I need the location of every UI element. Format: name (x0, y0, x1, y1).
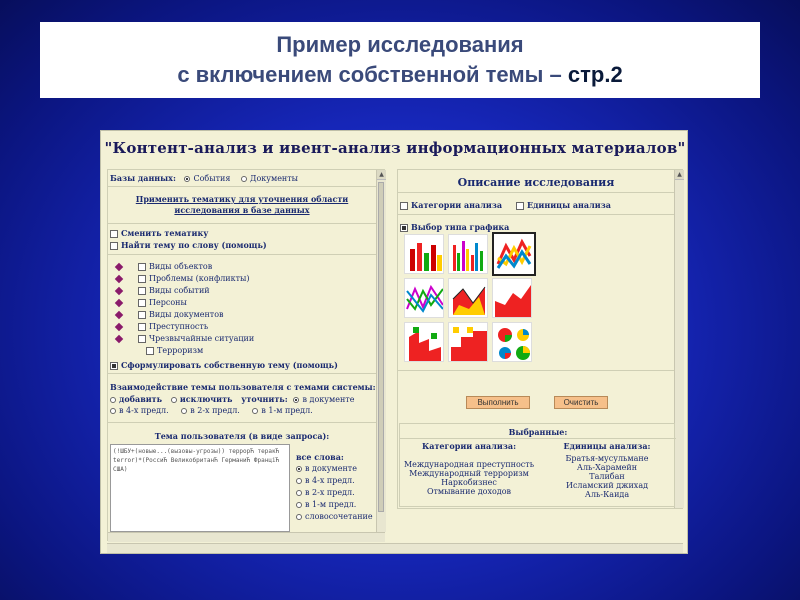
bar-chart-icon (449, 235, 488, 274)
list-item: Наркобизнес (441, 478, 497, 487)
all-words-1-sent-radio[interactable]: в 1-м предл. (296, 500, 356, 509)
theme-item[interactable]: Виды событий (116, 286, 210, 295)
theme-item[interactable]: Виды документов (116, 310, 224, 319)
theme-item[interactable]: Персоны (116, 298, 187, 307)
research-description-header: Описание исследования (457, 176, 615, 189)
apply-theme-link-1[interactable]: Применить тематику для уточнения области (135, 194, 349, 204)
app-title: "Контент-анализ и ивент-анализ информационных материалов" (104, 139, 686, 157)
own-theme-checkbox[interactable]: Сформулировать собственную тему (помощь) (110, 360, 338, 370)
interact-in-doc-radio[interactable]: в документе (293, 395, 354, 404)
interact-add-radio[interactable]: добавить (110, 394, 162, 404)
area-chart-3d-icon (449, 279, 488, 318)
interact-exclude-radio[interactable]: исключить (171, 394, 233, 404)
db-option-events[interactable]: События (184, 174, 230, 183)
area-chart-icon (493, 279, 532, 318)
query-textarea[interactable]: (!ШБУ+(новые...(вызовы-угрозы)) террорЋ теракЋ terror)*(РоссиЋ ВеликобританЋ ГерманиЋ ФранцiЋ США) (110, 444, 290, 532)
line-chart-icon (405, 279, 444, 318)
chart-thumb-bars[interactable] (448, 234, 488, 274)
all-words-2-sent-radio[interactable]: в 2-х предл. (296, 488, 355, 497)
clear-button[interactable]: Очистить (554, 396, 608, 409)
selected-panel (399, 423, 675, 507)
col-categories-header: Категории анализа: (421, 441, 517, 451)
app-screenshot (100, 130, 688, 554)
interact-refine-label: уточнить: (241, 394, 288, 404)
apply-theme-link-2[interactable]: исследования в базе данных (174, 205, 310, 215)
scroll-up-icon[interactable]: ▲ (675, 170, 684, 180)
step-chart-3d-icon (405, 323, 444, 362)
theme-item[interactable]: Проблемы (конфликты) (116, 274, 250, 283)
chart-thumb-3d-bars[interactable] (404, 234, 444, 274)
list-item: Отмывание доходов (426, 487, 512, 496)
slide-title-line1: Пример исследования (276, 32, 524, 57)
step-chart-icon (449, 323, 488, 362)
db-row: Базы данных: События Документы (110, 173, 299, 183)
theme-item[interactable]: Терроризм (146, 346, 203, 355)
category-analysis-checkbox[interactable]: Категории анализа (400, 200, 502, 210)
slide-title-line2: с включением собственной темы – стр.2 (177, 62, 623, 87)
chart-thumb-3d-area[interactable] (448, 278, 488, 318)
col-units-header: Единицы анализа: (563, 441, 651, 451)
list-item: Братья-мусульмане (565, 454, 649, 463)
chart-thumb-3d-step[interactable] (404, 322, 444, 362)
interact-1-sent-radio[interactable]: в 1-м предл. (252, 406, 312, 415)
run-button[interactable]: Выполнить (466, 396, 530, 409)
interact-2-sent-radio[interactable]: в 2-х предл. (181, 406, 240, 415)
left-panel (107, 169, 385, 541)
user-theme-label: Тема пользователя (в виде запроса): (154, 431, 330, 441)
all-words-label: все слова: (296, 452, 344, 462)
chart-thumb-lines[interactable] (404, 278, 444, 318)
all-words-phrase-radio[interactable]: словосочетание (296, 512, 373, 521)
bar-chart-3d-icon (405, 235, 444, 274)
scroll-up-icon[interactable]: ▲ (377, 170, 386, 180)
all-words-in-doc-radio[interactable]: в документе (296, 464, 357, 473)
list-item: Аль-Каида (584, 490, 630, 499)
bottom-horizontal-scrollbar[interactable] (107, 543, 683, 553)
list-item: Международный терроризм (409, 469, 529, 478)
list-item: Аль-Харамейн (576, 463, 638, 472)
chart-thumb-area[interactable] (492, 278, 532, 318)
interaction-row-1 (110, 394, 354, 404)
slide-title (40, 22, 760, 98)
all-words-4-sent-radio[interactable]: в 4-х предл. (296, 476, 355, 485)
theme-item[interactable]: Преступность (116, 322, 208, 331)
units-analysis-checkbox[interactable]: Единицы анализа (516, 200, 611, 210)
left-vertical-scrollbar[interactable] (376, 170, 386, 532)
interaction-row-2 (110, 406, 313, 415)
chart-thumb-step[interactable] (448, 322, 488, 362)
pie-chart-icon (493, 323, 532, 362)
chart-thumb-3d-lines-selected[interactable] (492, 232, 536, 276)
db-option-documents[interactable]: Документы (241, 174, 298, 183)
selected-label: Выбранные: (508, 427, 568, 437)
selected-units-list (538, 454, 676, 499)
find-theme-checkbox[interactable]: Найти тему по слову (помощь) (110, 240, 267, 250)
list-item: Талибан (589, 472, 625, 481)
scroll-thumb[interactable] (378, 182, 384, 512)
line-chart-3d-icon (494, 234, 534, 274)
theme-item[interactable]: Виды объектов (116, 262, 212, 271)
left-horizontal-scrollbar[interactable] (108, 532, 385, 542)
change-theme-checkbox[interactable]: Сменить тематику (110, 228, 208, 238)
interaction-label: Взаимодействие темы пользователя с темами системы: (110, 382, 376, 392)
selected-categories-list (400, 460, 538, 496)
chart-type-checkbox[interactable]: Выбор типа графика (400, 222, 509, 232)
list-item: Исламский джихад (565, 481, 649, 490)
list-item: Международная преступность (403, 460, 535, 469)
interact-4-sent-radio[interactable]: в 4-х предл. (110, 406, 169, 415)
chart-thumb-pie[interactable] (492, 322, 532, 362)
theme-item[interactable]: Чрезвычайные ситуации (116, 334, 254, 343)
